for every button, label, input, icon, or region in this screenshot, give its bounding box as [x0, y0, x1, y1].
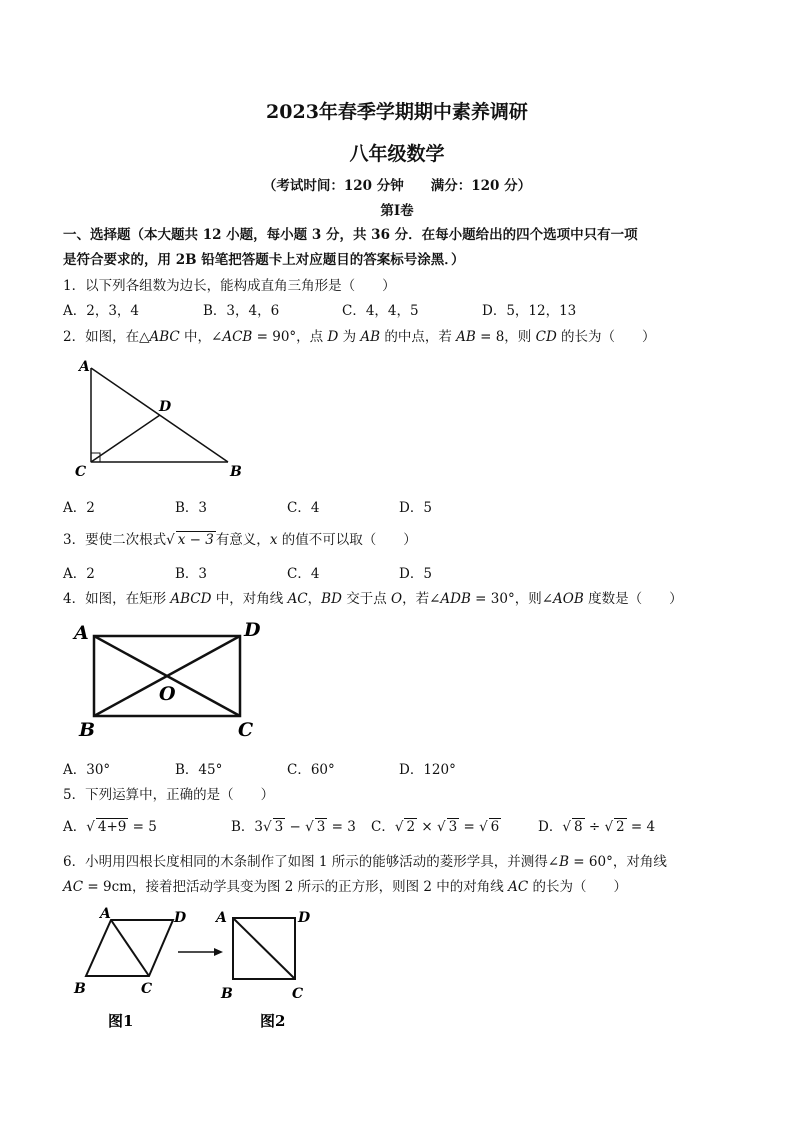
fig2-label-d: D — [298, 910, 311, 926]
q5-option-b: B．3√ 3 − √ 3 = 3 — [231, 819, 356, 835]
page-title: 2023年春季学期期中素养调研 — [266, 101, 528, 123]
exam-info: （考试时间：120 分钟 满分：120 分） — [262, 178, 532, 194]
q2-option-a: A．2 — [63, 500, 95, 516]
q4-option-b: B．45° — [175, 762, 223, 778]
question-4-stem: 4．如图，在矩形 ABCD 中，对角线 AC，BD 交于点 O，若∠ADB = 30°，则∠AOB 度数是（ ） — [63, 591, 683, 607]
q1-option-d: D．5，12，13 — [482, 303, 577, 319]
q2-triangle-figure — [70, 352, 260, 482]
q2-label-d: D — [159, 399, 172, 415]
q2-option-d: D．5 — [399, 500, 432, 516]
fig2-label-a: A — [216, 910, 227, 926]
arrow-right-icon — [178, 948, 223, 956]
q4-label-c: C — [238, 719, 254, 741]
q2-label-a: A — [79, 359, 90, 375]
question-3-stem: 3．要使二次根式√ x − 3 有意义，x 的值不可以取（ ） — [63, 532, 417, 548]
q3-option-a: A．2 — [63, 566, 95, 582]
q1-option-a: A．2，3，4 — [63, 303, 140, 319]
q5-option-a: A．√ 4+9 = 5 — [63, 819, 157, 835]
q4-rectangle-figure — [68, 612, 278, 742]
fig1-caption: 图1 — [108, 1012, 134, 1030]
q3-radical: x − 3 — [177, 532, 214, 548]
fig2-label-c: C — [292, 986, 304, 1002]
question-6-line2: AC = 9cm，接着把活动学具变为图 2 所示的正方形，则图 2 中的对角线 AC 的长为（ ） — [63, 879, 627, 895]
fig2-label-b: B — [221, 986, 233, 1002]
q3-option-c: C．4 — [287, 566, 320, 582]
q2-label-b: B — [230, 464, 242, 480]
q4-option-c: C．60° — [287, 762, 335, 778]
question-1-stem: 1．以下列各组数为边长，能构成直角三角形是（ ） — [63, 278, 396, 294]
q4-option-a: A．30° — [63, 762, 111, 778]
q3-option-d: D．5 — [399, 566, 432, 582]
section-instructions-line2: 是符合要求的，用 2B 铅笔把答题卡上对应题目的答案标号涂黑．） — [63, 252, 465, 268]
q1-option-b: B．3，4，6 — [203, 303, 280, 319]
q3-option-b: B．3 — [175, 566, 208, 582]
fig1-label-a: A — [100, 906, 111, 922]
q4-label-o: O — [159, 683, 176, 705]
page-subtitle: 八年级数学 — [349, 143, 445, 165]
fig1-label-b: B — [74, 981, 86, 997]
question-2-stem: 2．如图，在△ABC 中，∠ACB = 90°，点 D 为 AB 的中点，若 AB = 8，则 CD 的长为（ ） — [63, 329, 656, 345]
q1-option-c: C．4，4，5 — [342, 303, 419, 319]
fig2-caption: 图2 — [260, 1012, 286, 1030]
question-6-line1: 6．小明用四根长度相同的木条制作了如图 1 所示的能够活动的菱形学具，并测得∠B = 60°，对角线 — [63, 854, 667, 870]
q2-label-c: C — [75, 464, 87, 480]
q4-option-d: D．120° — [399, 762, 456, 778]
section-instructions-line1: 一、选择题（本大题共 12 小题，每小题 3 分，共 36 分．在每小题给出的四个选项中只有一项 — [63, 227, 638, 243]
q6-figures — [68, 900, 328, 1035]
q4-label-d: D — [244, 619, 261, 641]
q5-option-d: D．√ 8 ÷ √ 2 = 4 — [538, 819, 656, 835]
q4-label-b: B — [79, 719, 96, 741]
q2-option-c: C．4 — [287, 500, 320, 516]
fig1-label-c: C — [141, 981, 153, 997]
q5-option-c: C．√ 2 × √ 3 = √ 6 — [371, 819, 500, 835]
volume-label: 第Ⅰ卷 — [380, 203, 414, 219]
q4-label-a: A — [74, 622, 89, 644]
q2-option-b: B．3 — [175, 500, 208, 516]
fig1-label-d: D — [174, 910, 187, 926]
question-5-stem: 5．下列运算中，正确的是（ ） — [63, 787, 275, 803]
